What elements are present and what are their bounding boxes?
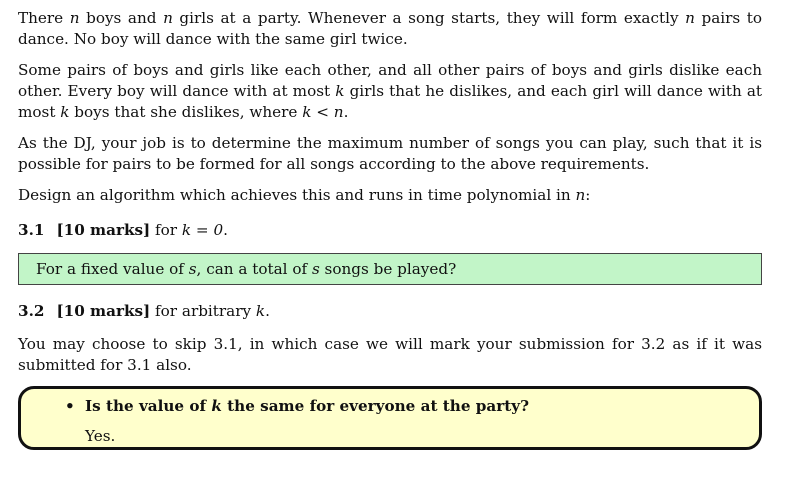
faq-box — [18, 386, 762, 450]
hint-text: For a fixed value of s, can a total of s songs be played? — [36, 260, 457, 278]
intro-paragraph-1: There n boys and n girls at a party. Whenever a song starts, they will form exactly n pairs to dance. No boy will dance with the same girl twice. — [18, 9, 762, 48]
math-k-less-than-n: k < n — [302, 103, 344, 121]
section-number: 3.2 — [18, 302, 45, 320]
math-n: n — [685, 9, 695, 27]
hint-box — [18, 253, 762, 285]
math-s: s — [311, 260, 320, 278]
section-3-2-heading: 3.2 [10 marks] for arbitrary k. — [18, 302, 270, 320]
skip-note: You may choose to skip 3.1, in which case we will mark your submission for 3.2 as if it was submitted for 3.1 also. — [18, 335, 762, 374]
math-k-equals-0: k = 0 — [181, 221, 224, 239]
intro-paragraph-3: As the DJ, your job is to determine the maximum number of songs you can play, such that it is possible for pairs to be formed for all songs according to the above requirements. — [18, 134, 762, 173]
math-k: k — [335, 82, 345, 100]
math-n: n — [575, 186, 586, 204]
section-marks: [10 marks] — [56, 221, 151, 239]
faq-question: • Is the value of k the same for everyone at the party? — [65, 397, 529, 415]
faq-answer: Yes. — [85, 427, 116, 445]
bullet-icon: • — [65, 397, 75, 415]
intro-paragraph-2: Some pairs of boys and girls like each other, and all other pairs of boys and girls dislike each other. Every boy will dance with at most k girls that he dislikes, and each girl will dance with at most k boys that she dislikes, where k < n. — [18, 61, 762, 121]
math-k: k — [60, 103, 70, 121]
math-n: n — [163, 9, 173, 27]
math-n: n — [69, 9, 80, 27]
section-marks: [10 marks] — [56, 302, 151, 320]
intro-paragraph-4: Design an algorithm which achieves this and runs in time polynomial in n: — [18, 186, 591, 204]
problem-statement — [18, 8, 762, 450]
math-k: k — [255, 302, 266, 320]
math-k: k — [211, 397, 222, 415]
section-number: 3.1 — [18, 221, 45, 239]
section-3-1-heading: 3.1 [10 marks] for k = 0. — [18, 221, 228, 239]
math-s: s — [188, 260, 197, 278]
